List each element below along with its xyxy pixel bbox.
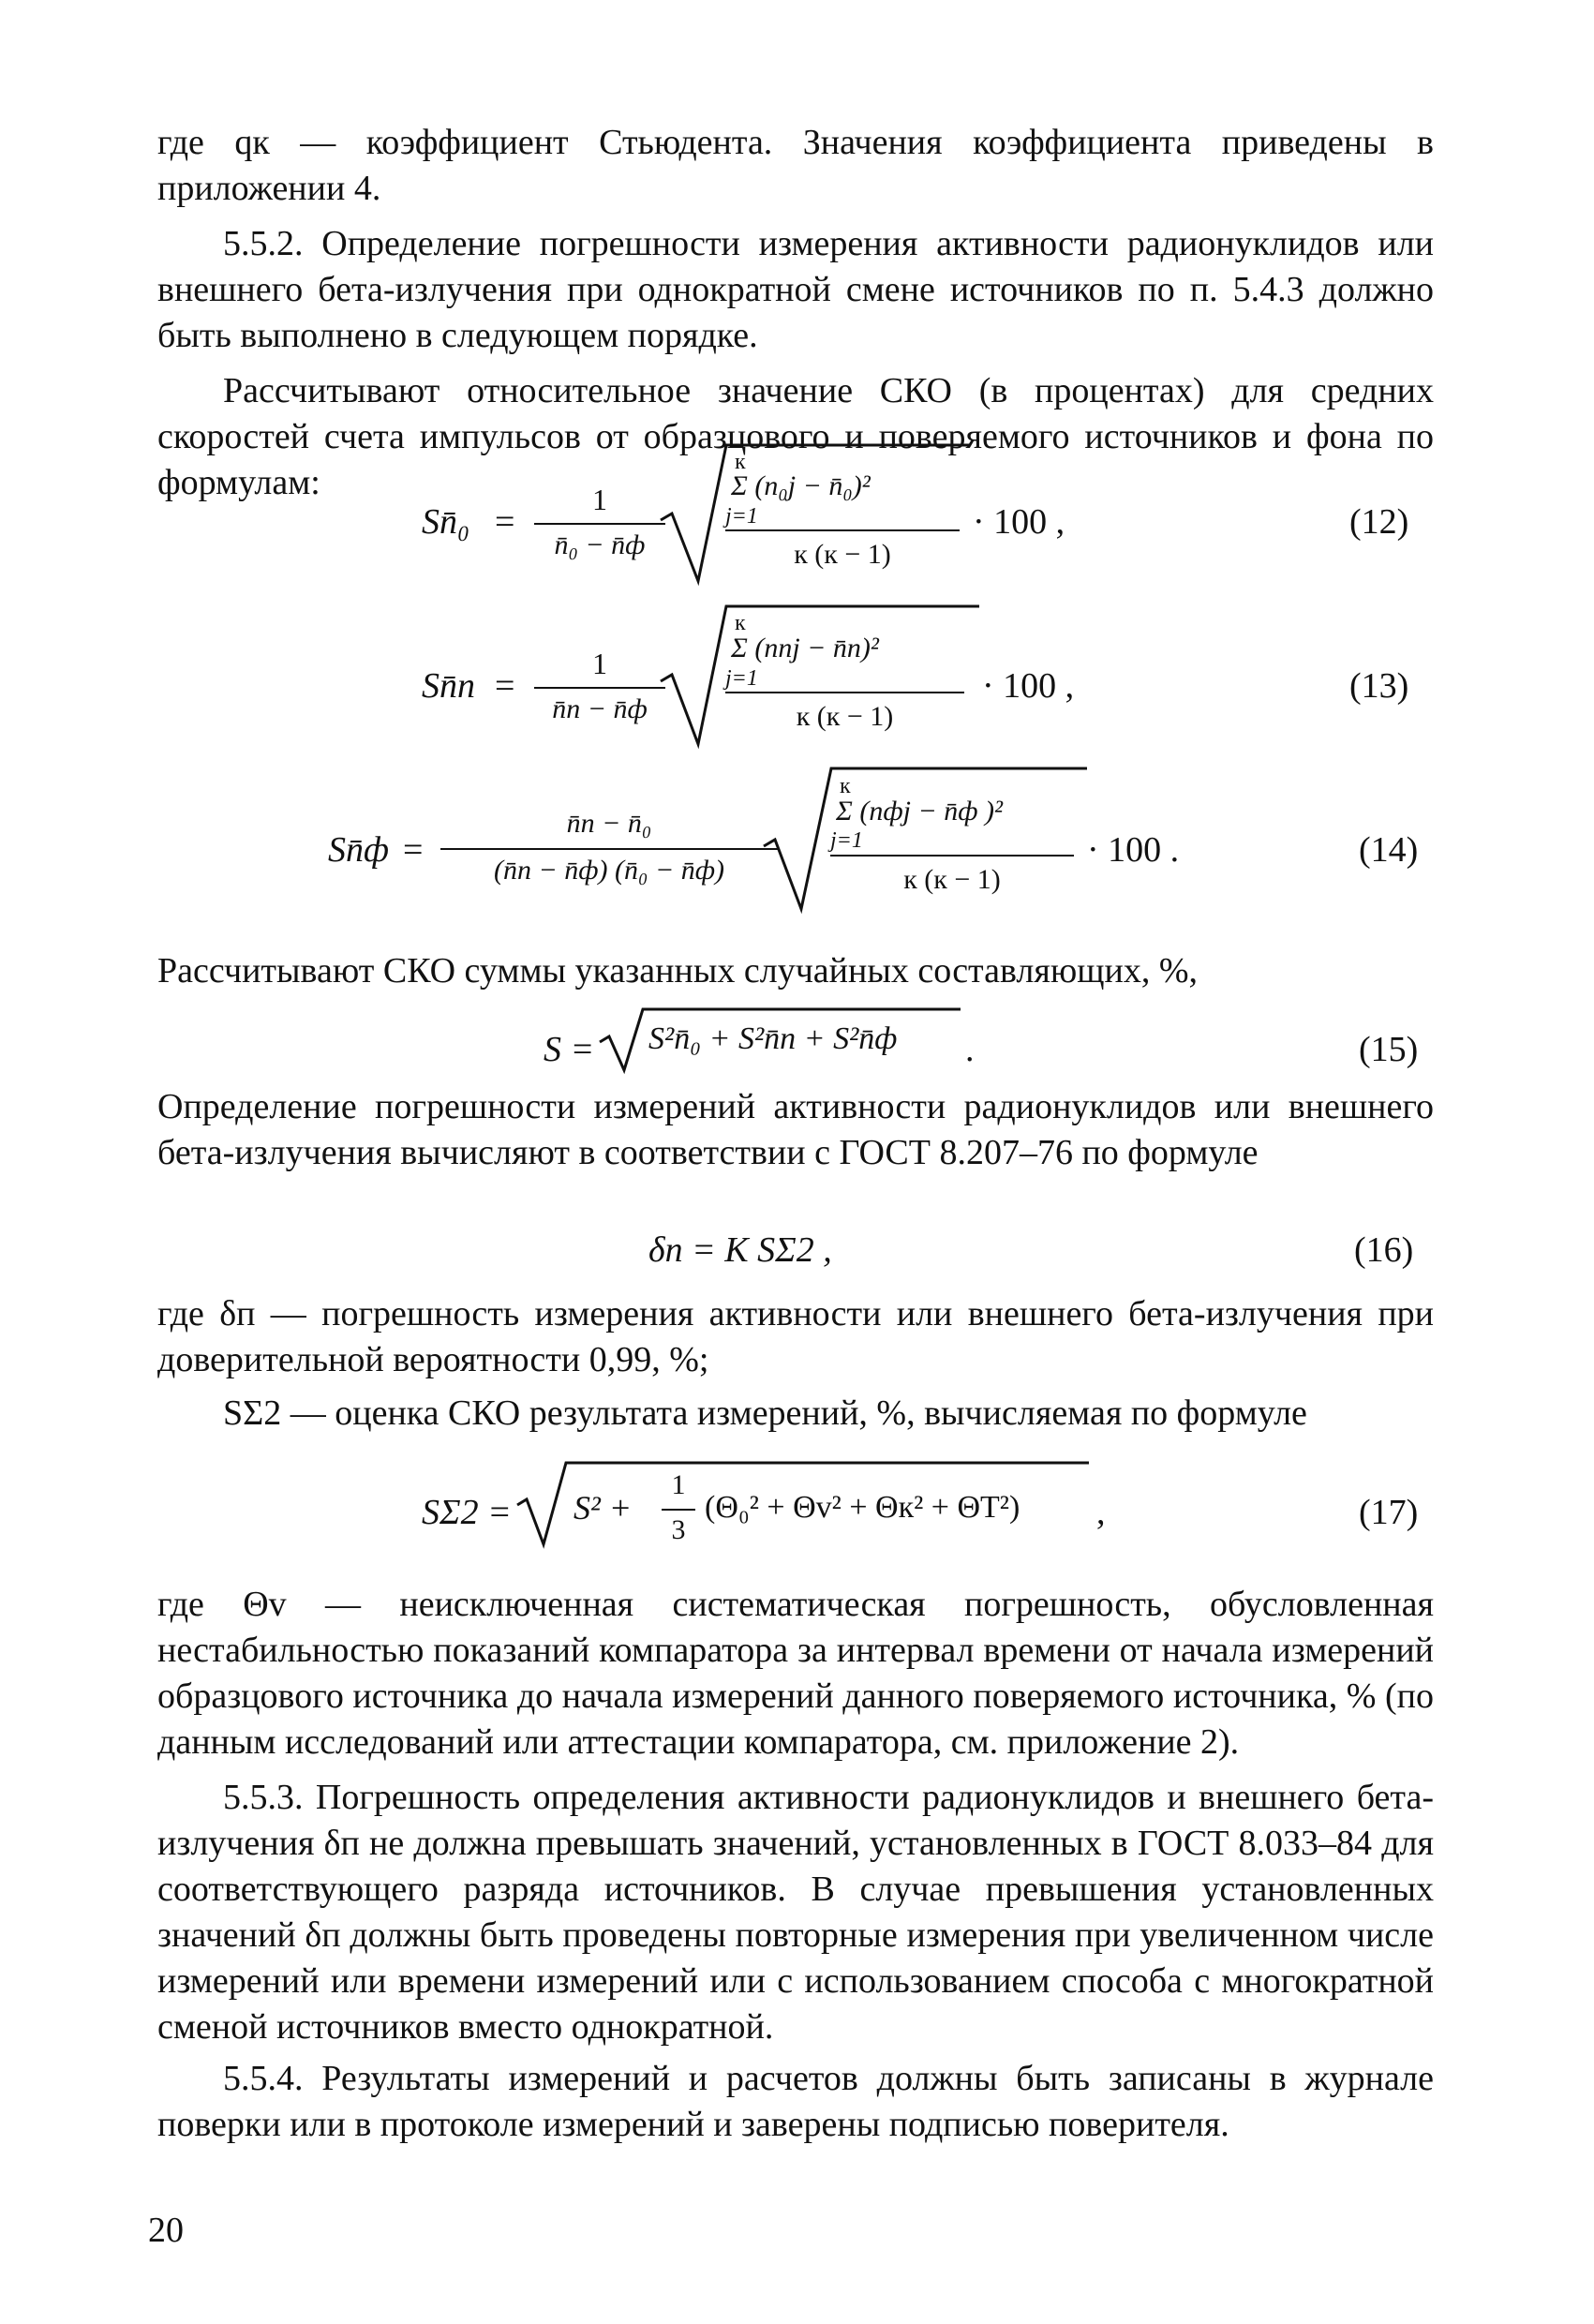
eq12-lhs: Sn̄₀ [422, 502, 470, 542]
eq13-equals: = [495, 666, 515, 706]
eq14-den-out: (n̄п − n̄ф) (n̄₀ − n̄ф) [494, 855, 724, 886]
eq15-radicand: S²n̄₀ + S²n̄п + S²n̄ф [648, 1021, 898, 1056]
eq14-factor: · 100 . [1087, 830, 1180, 870]
eq12-fraction-bar [534, 523, 665, 525]
paragraph-sko-intro: Рассчитывают относительное значение СКО (в процентах) для средних скоростей счета импульсов от образцового и поверяемого источников и фона по формулам: [157, 371, 1434, 502]
text-block-gost [157, 1084, 1434, 1176]
paragraph-s-sigma-definition: SΣ2 — оценка СКО результата измерений, %, вычисляемая по формуле [223, 1393, 1307, 1433]
eq17-frac-bar [662, 1509, 695, 1511]
eq12-sum-bottom: j=1 [725, 504, 758, 529]
eq14-fraction-bar [440, 848, 778, 850]
eq17-frac-num: 1 [671, 1469, 686, 1500]
eq13-sum-bottom: j=1 [725, 666, 758, 691]
eq12-den-out: n̄₀ − n̄ф [554, 529, 646, 560]
eq13-lhs: Sn̄п [422, 666, 475, 706]
eq12-factor: · 100 , [973, 502, 1065, 542]
text-block-sum [157, 948, 1434, 994]
eq14-number: (14) [1359, 830, 1419, 870]
eq17-tail: , [1096, 1493, 1106, 1532]
eq13-factor: · 100 , [982, 666, 1075, 706]
paragraph-sko-sum: Рассчитывают СКО суммы указанных случайных составляющих, %, [157, 951, 1199, 991]
page-number: 20 [148, 2211, 184, 2250]
paragraph-5-5-4: 5.5.4. Результаты измерений и расчетов должны быть записаны в журнале поверки или в протоколе измерений и заверены подписью поверителя. [157, 2059, 1434, 2144]
eq14-equals: = [403, 830, 424, 870]
paragraph-delta-definition: где δп — погрешность измерения активности или внешнего бета-излучения при доверительной вероятности 0,99, %; [157, 1294, 1434, 1379]
eq13-radicand-top: Σ (nпj − n̄п)² [731, 633, 879, 663]
eq15-tail: . [965, 1030, 975, 1069]
eq12-number: (12) [1349, 502, 1409, 542]
paragraph-5-5-2: 5.5.2. Определение погрешности измерения активности радионуклидов или внешнего бета-излучения при однократной смене источников по п. 5.4.3 должно быть выполнено в следующем порядке. [157, 224, 1434, 355]
eq13-sum-top: к [735, 611, 746, 635]
eq13-inner-bar [725, 692, 964, 693]
eq17-frac-den: 3 [671, 1514, 686, 1545]
eq14-radicand-top: Σ (nфj − n̄ф )² [836, 796, 1003, 827]
paragraph-gost-8-207: Определение погрешности измерений активности радионуклидов или внешнего бета-излучения вычисляют в соответствии с ГОСТ 8.207–76 по формуле [157, 1087, 1434, 1172]
text-block-delta [157, 1291, 1434, 1437]
eq14-sum-top: к [840, 774, 851, 798]
eq16-number: (16) [1354, 1230, 1414, 1270]
eq14-radicand-bottom: к (к − 1) [903, 864, 1001, 895]
eq15-number: (15) [1359, 1030, 1419, 1069]
eq12-num-out: 1 [592, 483, 607, 516]
paragraph-theta-definition: где Θv — неисключенная систематическая погрешность, обусловленная нестабильностью показаний компаратора за интервал времени от начала измерений образцового источника до начала измерений данного поверяемого источника, % (по данным исследований или аттестации компаратора, см. приложение 2). [157, 1585, 1434, 1762]
eq14-lhs: Sn̄ф [328, 830, 389, 870]
eq14-sum-bottom: j=1 [830, 828, 863, 853]
eq16-body: δп = K SΣ2 , [648, 1230, 832, 1270]
eq13-radicand-bottom: к (к − 1) [796, 701, 894, 732]
eq12-radicand-top: Σ (n₀j − n̄₀)² [731, 470, 871, 501]
eq13-num-out: 1 [592, 647, 607, 680]
eq17-radicand-b: (Θ₀² + Θv² + Θк² + ΘT²) [705, 1490, 1020, 1525]
eq17-radicand-a: S² + [574, 1489, 633, 1527]
eq17-number: (17) [1359, 1493, 1419, 1532]
eq13-fraction-bar [534, 687, 665, 689]
paragraph-5-5-3: 5.5.3. Погрешность определения активности радионуклидов и внешнего бета-излучения δп не должна превышать значений, установленных в ГОСТ 8.033–84 для соответствующего разряда источников. В случае превышения установленных значений δп должны быть проведены повторные измерения при увеличенном числе измерений или времени измерений или с использованием способа с многократной сменой источников вместо однократной. [157, 1778, 1434, 2047]
eq14-inner-bar [830, 855, 1074, 857]
eq13-den-out: n̄п − n̄ф [552, 693, 648, 724]
eq12-sum-top: к [735, 450, 746, 474]
eq12-equals: = [495, 502, 515, 542]
paragraph-student-coefficient: где qк — коэффициент Стьюдента. Значения коэффициента приведены в приложении 4. [157, 123, 1434, 208]
eq15-lhs: S = [544, 1030, 595, 1069]
eq14-num-out: n̄п − n̄₀ [566, 808, 652, 839]
eq17-lhs: SΣ2 = [422, 1493, 512, 1532]
eq12-inner-bar [725, 529, 960, 531]
text-block-bottom [157, 1582, 1434, 2148]
eq13-number: (13) [1349, 666, 1409, 706]
eq12-radicand-bottom: к (к − 1) [794, 539, 891, 570]
